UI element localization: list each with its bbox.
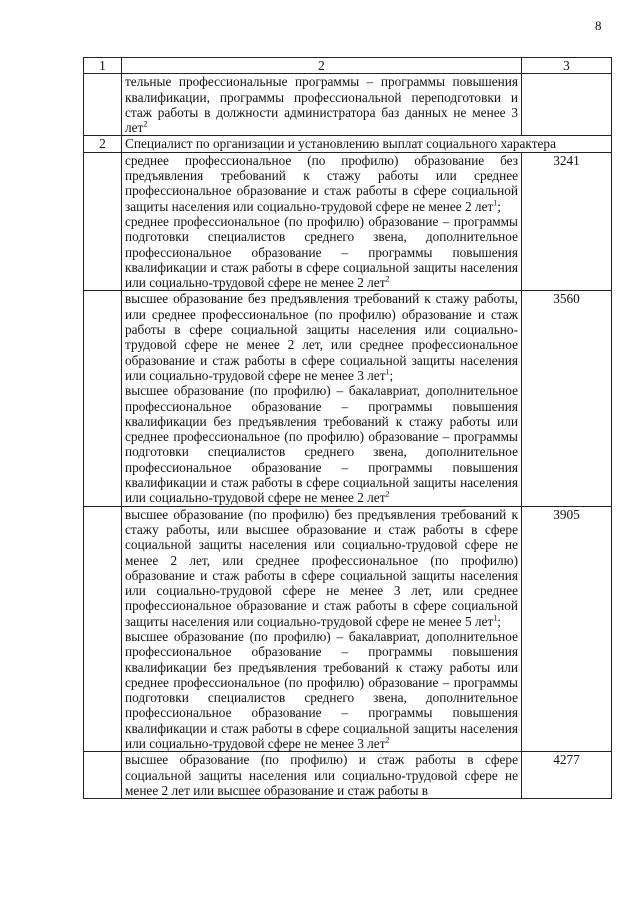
continuation-text: тельные профессиональные программы – программы повышения квалификации, программы профессиональной переподготовки и стаж работы в должности администратора баз данных не менее 3 лет bbox=[125, 74, 518, 136]
salary-value: 3560 bbox=[522, 291, 612, 506]
requirement-paragraph bbox=[125, 752, 518, 798]
footnote-ref: 1 bbox=[385, 367, 390, 377]
table-row bbox=[84, 752, 612, 799]
requirement-text: среднее профессиональное (по профилю) образование без предъявления требований к стажу работы или среднее профессиональное образование и стаж работы в сфере социальной защиты населения или социально-трудовой сфере не менее 2 лет bbox=[125, 152, 518, 214]
table-row bbox=[84, 152, 612, 291]
requirement-paragraph bbox=[125, 291, 518, 383]
row-num-cell bbox=[84, 152, 122, 291]
paragraph-tail: ; bbox=[389, 367, 394, 383]
requirement-text: среднее профессиональное (по профилю) образование – программы подготовки специалистов среднего звена, дополнительное профессиональное образование – программы повышения квалификации и стаж работы в сфере социальной защиты населения или социально-трудовой сфере не менее 2 лет bbox=[125, 213, 518, 291]
table-row bbox=[84, 506, 612, 752]
header-col-1: 1 bbox=[84, 58, 122, 74]
footnote-ref: 1 bbox=[493, 613, 498, 623]
continuation-row bbox=[84, 74, 612, 136]
requirement-paragraph bbox=[125, 629, 518, 751]
salary-value: 3905 bbox=[522, 506, 612, 752]
footnote-ref: 2 bbox=[385, 735, 390, 745]
requirements-cell bbox=[122, 152, 522, 291]
table-header-row bbox=[84, 58, 612, 74]
requirement-text: высшее образование (по профилю) – бакалавриат, дополнительное профессиональное образование – программы повышения квалификации без предъявления требований к стажу работы или среднее профессиональное (по профилю) образование – программы подготовки специалистов среднего звена, дополнительное профессиональное образование – программы повышения квалификации и стаж работы в сфере социальной защиты населения или социально-трудовой сфере не менее 3 лет bbox=[125, 628, 518, 752]
footnote-ref: 2 bbox=[385, 489, 390, 499]
requirements-cell bbox=[122, 752, 522, 799]
paragraph-tail: ; bbox=[497, 198, 501, 214]
header-col-2: 2 bbox=[122, 58, 522, 74]
qualification-rows bbox=[84, 152, 612, 798]
row-num-cell bbox=[84, 752, 122, 799]
footnote-ref: 2 bbox=[143, 119, 148, 129]
requirement-paragraph bbox=[125, 153, 518, 214]
requirement-paragraph bbox=[125, 383, 518, 505]
row-num-cell bbox=[84, 506, 122, 752]
requirement-text: высшее образование (по профилю) – бакалавриат, дополнительное профессиональное образование – программы повышения квалификации без предъявления требований к стажу работы или среднее профессиональное (по профилю) образование – программы подготовки специалистов среднего звена, дополнительное профессиональное образование – программы повышения квалификации и стаж работы в сфере социальной защиты населения или социально-трудовой сфере не менее 2 лет bbox=[125, 383, 518, 506]
header-col-3: 3 bbox=[522, 58, 612, 74]
footnote-ref: 2 bbox=[385, 274, 390, 284]
continuation-text-cell bbox=[122, 74, 522, 136]
paragraph-tail: ; bbox=[497, 613, 501, 629]
qualification-table bbox=[83, 57, 612, 799]
requirement-text: высшее образование (по профилю) без предъявления требований к стажу работы, или высшее образование и стаж работы в сфере социальной защиты населения или социально-трудовой сфере не менее 2 лет, или среднее профессиональное (по профилю) образование и стаж работы в сфере социальной защиты населения или социально-трудовой сфере не менее 3 лет, или среднее профессиональное образование и стаж работы в сфере социальной защиты населения или социально-трудовой сфере не менее 5 лет bbox=[125, 506, 518, 629]
requirements-cell bbox=[122, 291, 522, 506]
page-number: 8 bbox=[595, 18, 602, 33]
section-row bbox=[84, 136, 612, 152]
footnote-ref: 1 bbox=[493, 198, 498, 208]
table-row bbox=[84, 291, 612, 506]
requirement-paragraph bbox=[125, 507, 518, 629]
requirement-text: высшее образование (по профилю) и стаж работы в сфере социальной защиты населения или социально-трудовой сфере не менее 2 лет или высшее образование и стаж работы в bbox=[125, 752, 518, 798]
row-num-cell bbox=[84, 291, 122, 506]
continuation-value-cell bbox=[522, 74, 612, 136]
requirement-text: высшее образование без предъявления требований к стажу работы, или среднее профессиональное (по профилю) образование и стаж работы в сфере социальной защиты населения или социально-трудовой сфере не менее 2 лет, или среднее профессиональное образование и стаж работы в сфере социальной защиты населения или социально-трудовой сфере не менее 3 лет bbox=[125, 291, 518, 383]
section-number: 2 bbox=[84, 136, 122, 152]
requirement-paragraph bbox=[125, 214, 518, 290]
salary-value: 3241 bbox=[522, 152, 612, 291]
salary-value: 4277 bbox=[522, 752, 612, 799]
continuation-num-cell bbox=[84, 74, 122, 136]
section-title: Специалист по организации и установлению выплат социального характера bbox=[122, 136, 612, 152]
requirements-cell bbox=[122, 506, 522, 752]
